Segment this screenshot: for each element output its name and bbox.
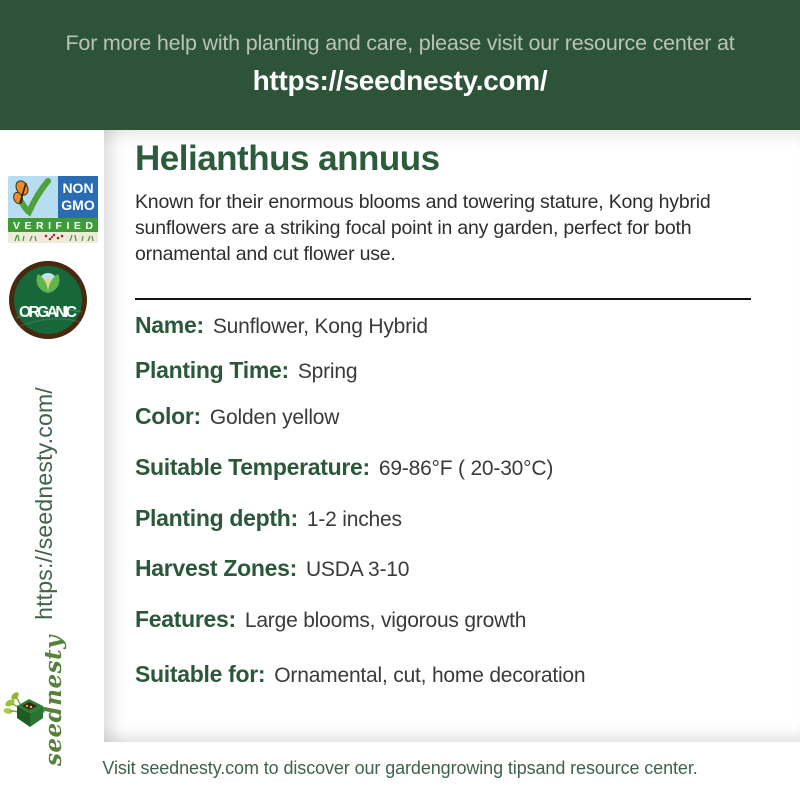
divider bbox=[135, 298, 751, 300]
top-banner bbox=[0, 0, 800, 130]
brand-script-text: seednesty bbox=[40, 634, 68, 766]
brand-script-container bbox=[38, 634, 70, 766]
spec-value: Ornamental, cut, home decoration bbox=[274, 664, 586, 687]
spec-label: Suitable Temperature: bbox=[135, 454, 370, 480]
banner-url: https://seednesty.com/ bbox=[252, 65, 548, 96]
spec-row-planting-time bbox=[135, 357, 357, 384]
spec-row-suitable-for bbox=[135, 661, 585, 688]
spec-label: Suitable for: bbox=[135, 661, 266, 687]
non-gmo-text-line1: NON bbox=[62, 180, 94, 196]
product-info-card bbox=[104, 130, 800, 742]
product-description: Known for their enormous blooms and towering stature, Kong hybrid sunflowers are a striking focal point in any garden, perfect for both ornamental and cut flower use. bbox=[135, 191, 711, 266]
spec-value: 1-2 inches bbox=[306, 508, 402, 531]
non-gmo-text-line2: GMO bbox=[61, 197, 95, 213]
verified-text: VERIFIED bbox=[13, 220, 93, 232]
spec-value: Sunflower, Kong Hybrid bbox=[212, 315, 428, 338]
spec-row-harvest-zones bbox=[135, 555, 409, 582]
non-gmo-verified-badge-icon bbox=[8, 176, 98, 243]
spec-row-color bbox=[135, 403, 339, 430]
page-title: Helianthus annuus bbox=[135, 139, 440, 178]
spec-label: Harvest Zones: bbox=[135, 555, 297, 581]
spec-value: USDA 3-10 bbox=[305, 558, 410, 581]
spec-label: Features: bbox=[135, 606, 236, 632]
spec-label: Planting depth: bbox=[135, 505, 298, 531]
spec-row-planting-depth bbox=[135, 505, 402, 532]
banner-help-text: For more help with planting and care, please visit our resource center at bbox=[65, 31, 735, 55]
spec-row-temperature bbox=[135, 454, 553, 481]
vertical-url-container bbox=[24, 365, 64, 641]
vertical-url-text: https://seednesty.com/ bbox=[30, 386, 57, 620]
spec-value: Spring bbox=[297, 360, 358, 383]
spec-value: Large blooms, vigorous growth bbox=[244, 609, 527, 632]
spec-label: Color: bbox=[135, 403, 201, 429]
footer-text: Visit seednesty.com to discover our gardengrowing tipsand resource center. bbox=[102, 758, 698, 778]
spec-row-features bbox=[135, 606, 526, 633]
left-sidebar bbox=[0, 130, 104, 766]
bottom-footer bbox=[0, 742, 800, 800]
spec-value: 69-86°F ( 20-30°C) bbox=[378, 457, 554, 480]
content-area bbox=[0, 130, 800, 766]
organic-text: ORGANIC bbox=[19, 304, 77, 321]
spec-label: Name: bbox=[135, 312, 204, 338]
organic-badge-icon bbox=[8, 260, 88, 340]
spec-label: Planting Time: bbox=[135, 357, 289, 383]
spec-row-name bbox=[135, 312, 428, 339]
spec-value: Golden yellow bbox=[209, 406, 340, 429]
